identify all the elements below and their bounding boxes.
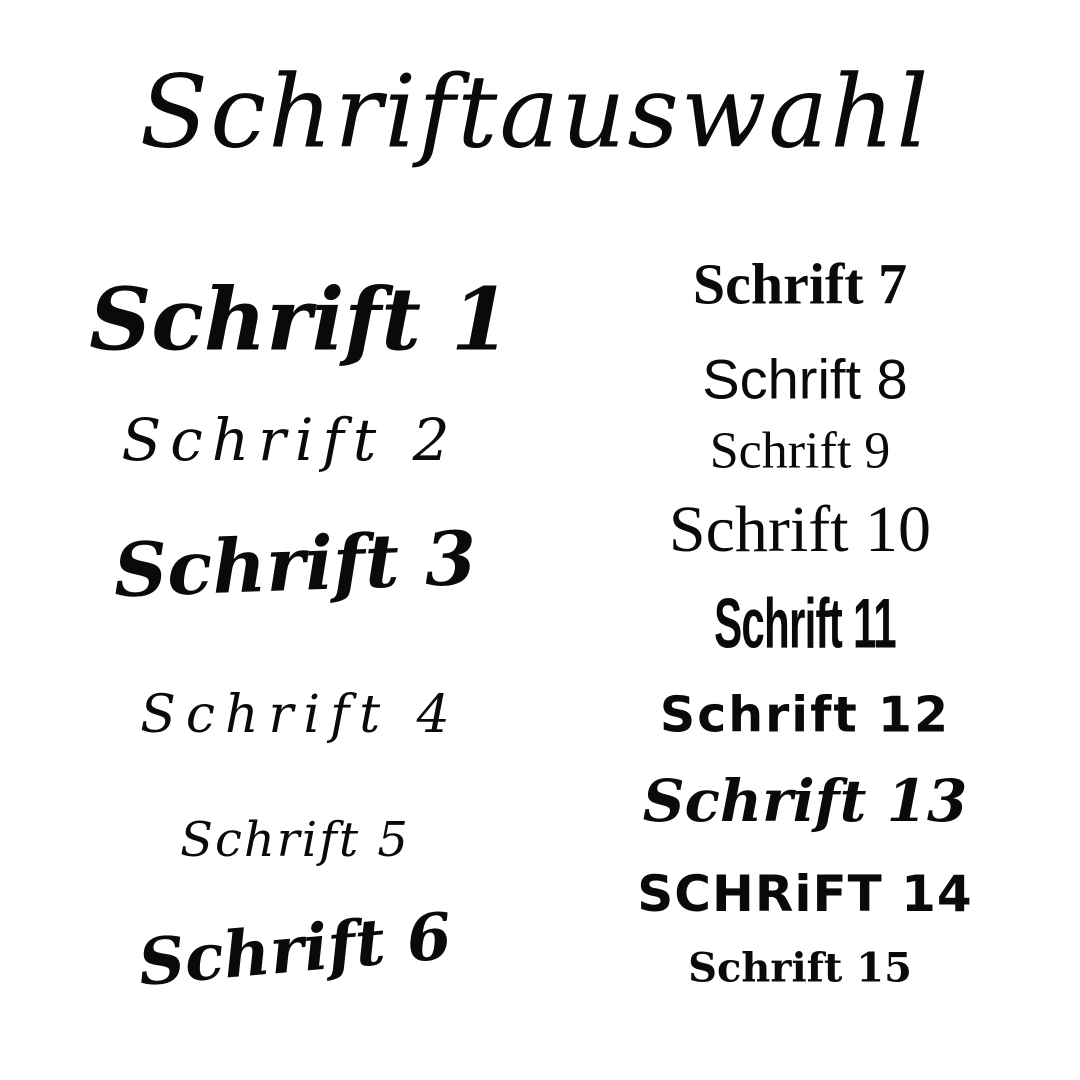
font-sample-schrift-14: SCHRiFT 14 — [637, 865, 973, 923]
font-sample-schrift-7: Schrift 7 — [692, 251, 908, 317]
font-sample-schrift-12: Schrift 12 — [659, 686, 951, 744]
font-sample-schrift-8: Schrift 8 — [702, 347, 908, 411]
font-sample-schrift-2: Schrift 2 — [121, 406, 459, 474]
font-sample-schrift-10: Schrift 10 — [668, 493, 932, 566]
font-sample-schrift-9: Schrift 9 — [709, 422, 891, 480]
font-sample-schrift-13: Schrift 13 — [642, 767, 968, 835]
font-sample-schrift-6: Schrift 6 — [135, 898, 455, 1002]
font-sample-schrift-4: Schrift 4 — [140, 685, 460, 745]
font-sample-schrift-5: Schrift 5 — [180, 812, 410, 868]
page-title: Schriftauswahl — [139, 53, 931, 171]
font-sample-schrift-3: Schrift 3 — [112, 515, 478, 615]
font-sample-schrift-11: Schrift 11 — [714, 585, 896, 663]
font-sample-schrift-1: Schrift 1 — [89, 269, 511, 371]
font-sample-schrift-15: Schrift 15 — [688, 944, 912, 992]
